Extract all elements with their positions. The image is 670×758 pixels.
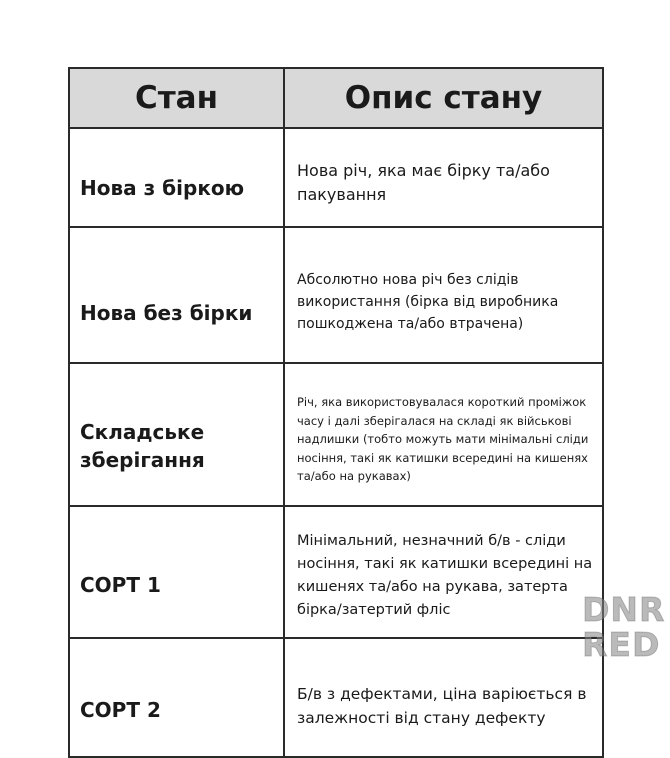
condition-table	[68, 67, 604, 758]
description-cell: Б/в з дефектами, ціна варіюється в залежності від стану дефекту	[284, 638, 603, 757]
table-row	[69, 128, 603, 227]
header-description: Опис стану	[284, 68, 603, 128]
table-row	[69, 506, 603, 638]
description-cell: Річ, яка використовувалася короткий проміжок часу і далі зберігалася на складі як військові надлишки (тобто можуть мати мінімальні сліди носіння, такі як катишки всередині на кишенях та/або на рукавах)	[284, 363, 603, 506]
table-row	[69, 363, 603, 506]
watermark-logo	[582, 590, 666, 664]
description-cell: Абсолютно нова річ без слідів використання (бірка від виробника пошкоджена та/або втрачена)	[284, 227, 603, 363]
table-row	[69, 227, 603, 363]
table-row	[69, 638, 603, 757]
description-cell: Мінімальний, незначний б/в - сліди носіння, такі як катишки всередині на кишенях та/або на рукава, затерта бірка/затертий фліс	[284, 506, 603, 638]
state-cell: Нова з біркою	[69, 128, 284, 227]
state-cell: Нова без бірки	[69, 227, 284, 363]
description-cell: Нова річ, яка має бірку та/або пакування	[284, 128, 603, 227]
header-state: Стан	[69, 68, 284, 128]
watermark-line: DNR	[582, 590, 666, 629]
state-cell: СОРТ 2	[69, 638, 284, 757]
state-cell: СОРТ 1	[69, 506, 284, 638]
watermark-line: RED	[582, 625, 661, 664]
state-cell: Складське зберігання	[69, 363, 284, 506]
table-header-row	[69, 68, 603, 128]
